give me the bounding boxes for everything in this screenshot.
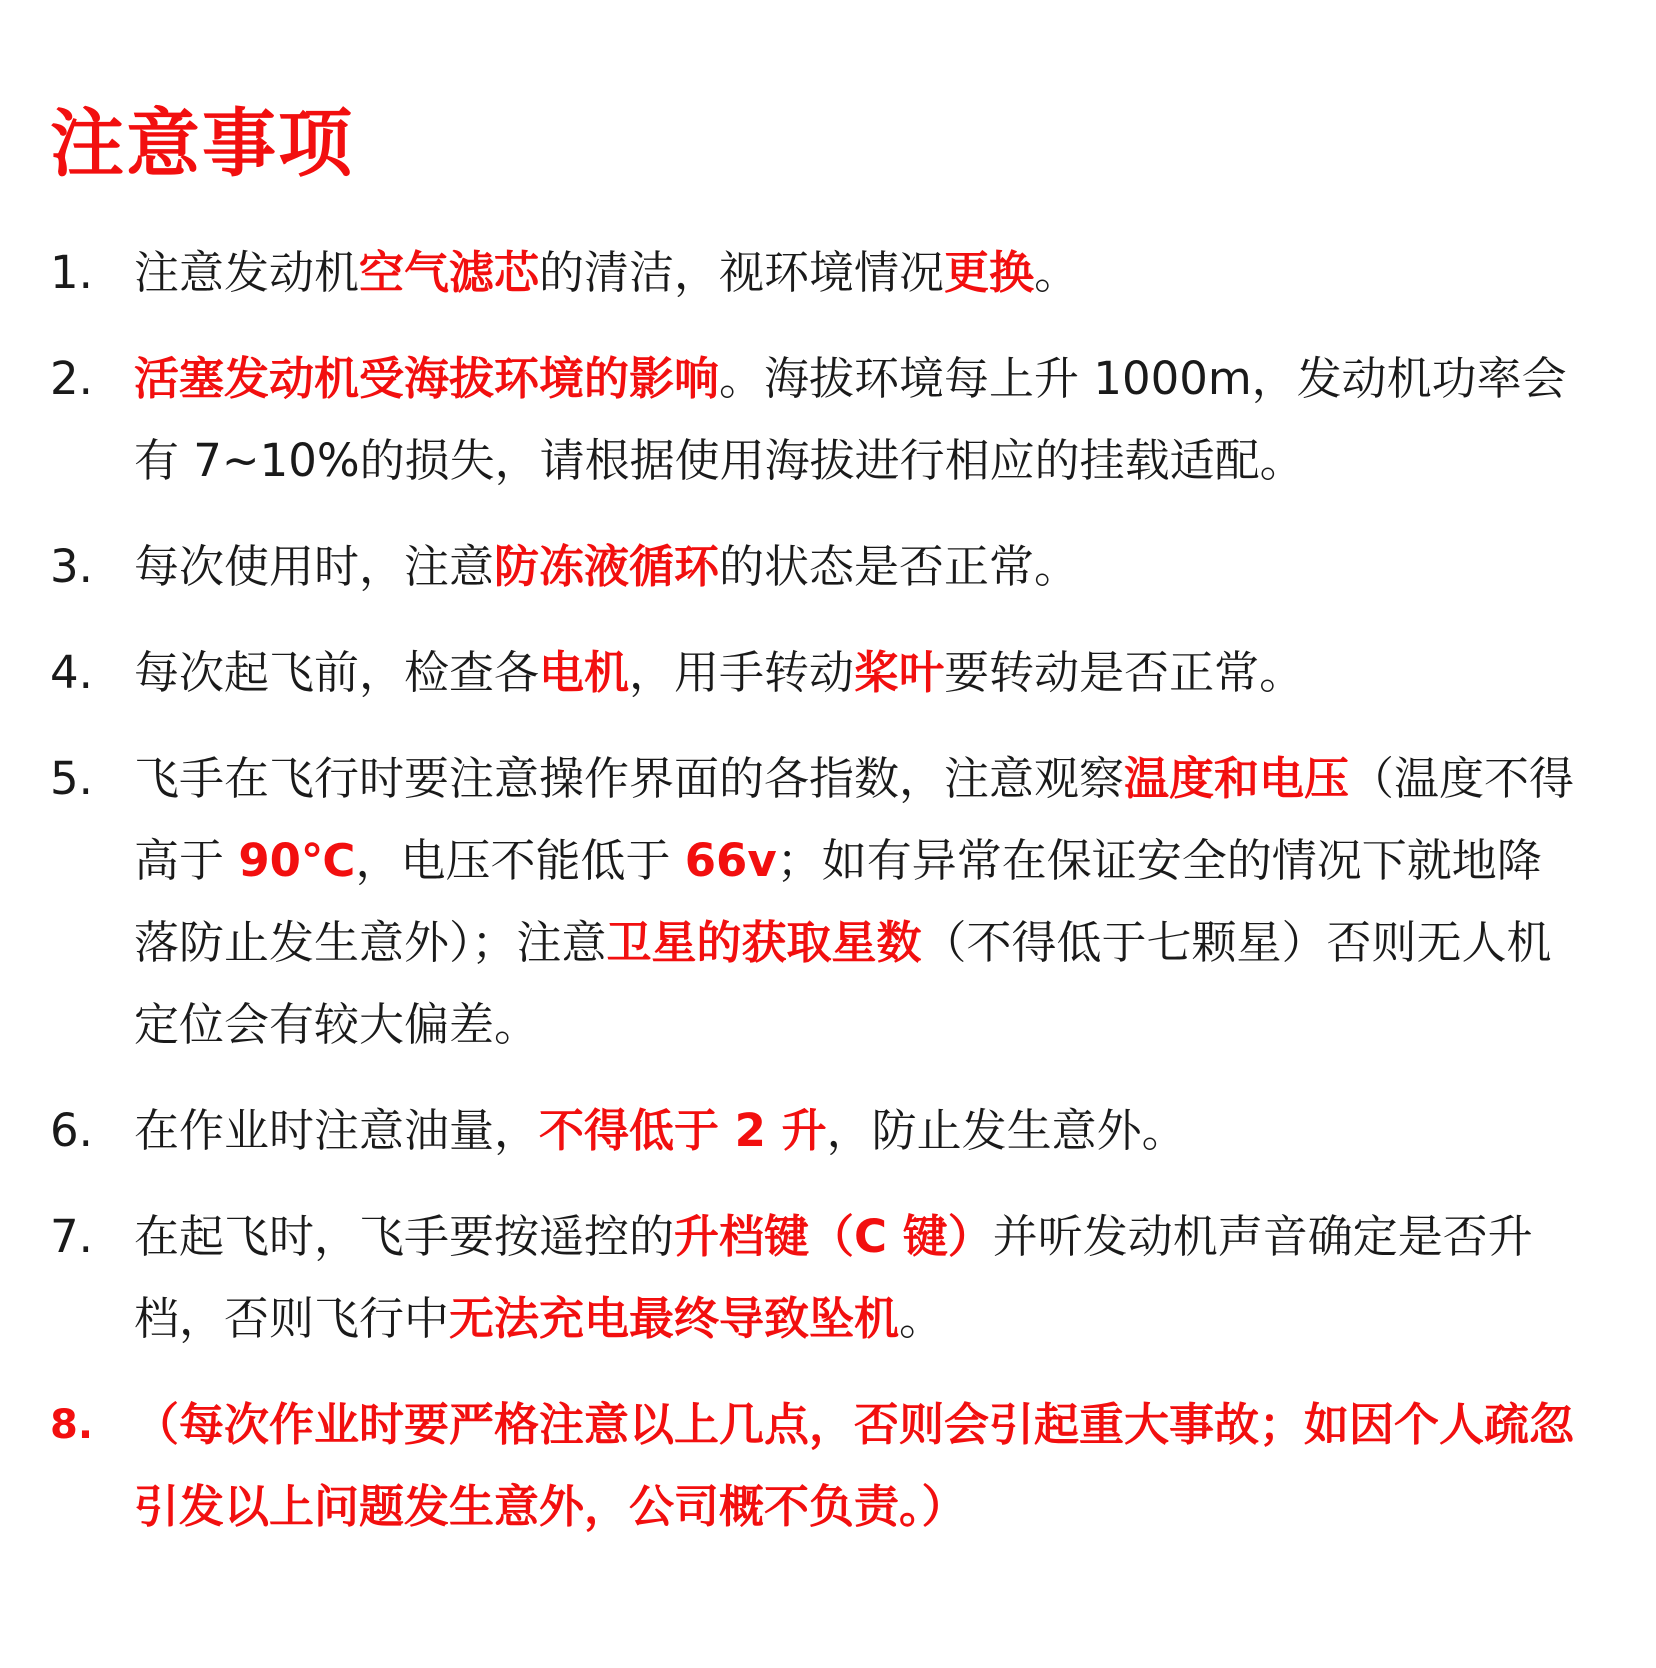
highlighted-text: 桨叶	[854, 646, 945, 699]
highlighted-text: 不得低于 2 升	[539, 1104, 827, 1157]
highlighted-text: 无法充电最终导致坠机	[449, 1292, 900, 1345]
highlighted-text: 空气滤芯	[359, 246, 540, 299]
highlighted-text: 防冻液循环	[494, 540, 720, 593]
note-text-segment: 注意发动机	[134, 246, 360, 299]
note-number: 5.	[50, 752, 93, 805]
warning-note	[50, 1384, 1576, 1548]
note-text-segment: 并听发动机声音确定是否升档，否则飞行中	[134, 1210, 1533, 1345]
highlighted-text: 电机	[539, 646, 630, 699]
note-number: 1.	[50, 246, 93, 299]
highlighted-text: （每次作业时要严格注意以上几点，否则会引起重大事故；如因个人疏忽引发以上问题发生意外，公司概不负责。）	[134, 1398, 1575, 1533]
note-text	[134, 1104, 1187, 1157]
notes-list	[50, 232, 1604, 1548]
note-text-segment: ，用手转动	[629, 646, 855, 699]
page-title: 注意事项	[50, 101, 354, 187]
note-text-segment: 飞手在飞行时要注意操作界面的各指数，注意观察	[134, 752, 1125, 805]
note-number: 3.	[50, 540, 93, 593]
note-item	[50, 338, 1576, 502]
note-item	[50, 738, 1576, 1066]
highlighted-text: 90℃	[238, 834, 356, 887]
note-number: 7.	[50, 1210, 93, 1263]
note-text	[134, 352, 1567, 487]
note-text	[134, 1398, 1574, 1533]
note-text-segment: 的清洁，视环境情况	[539, 246, 945, 299]
note-text-segment: 在作业时注意油量，	[134, 1104, 540, 1157]
note-text-segment: （温度不得高于	[134, 752, 1575, 887]
note-text-segment: 。海拔环境每上升 1000m，发动机功率会有 7~10%的损失，请根据使用海拔进行相应的挂载适配。	[134, 352, 1567, 487]
note-text-segment: （不得低于七颗星）否则无人机定位会有较大偏差。	[134, 916, 1552, 1051]
note-number: 2.	[50, 352, 93, 405]
note-text	[134, 540, 1079, 593]
highlighted-text: 卫星的获取星数	[606, 916, 922, 969]
note-text	[134, 246, 1079, 299]
note-item	[50, 1196, 1576, 1360]
note-item	[50, 1090, 1576, 1172]
note-item	[50, 232, 1576, 314]
note-number: 6.	[50, 1104, 93, 1157]
note-text	[134, 1210, 1533, 1345]
note-text-segment: ，电压不能低于	[355, 834, 685, 887]
note-number: 4.	[50, 646, 93, 699]
highlighted-text: 更换	[944, 246, 1035, 299]
note-item	[50, 632, 1576, 714]
note-text-segment: 的状态是否正常。	[719, 540, 1080, 593]
note-number: 8.	[50, 1402, 94, 1448]
note-text-segment: ；如有异常在保证安全的情况下就地降落防止发生意外）；注意	[134, 834, 1542, 969]
note-text-segment: ，防止发生意外。	[826, 1104, 1187, 1157]
note-text-segment: 在起飞时，飞手要按遥控的	[134, 1210, 675, 1263]
note-text	[134, 646, 1304, 699]
note-item	[50, 526, 1576, 608]
note-text-segment: 要转动是否正常。	[944, 646, 1305, 699]
highlighted-text: 66v	[684, 834, 777, 887]
note-text-segment: 每次起飞前，检查各	[134, 646, 540, 699]
highlighted-text: 升档键（C 键）	[674, 1210, 993, 1263]
note-text-segment: 。	[899, 1292, 945, 1345]
highlighted-text: 温度和电压	[1124, 752, 1350, 805]
highlighted-text: 活塞发动机受海拔环境的影响	[134, 352, 720, 405]
note-text	[134, 752, 1574, 1051]
note-text-segment: 每次使用时，注意	[134, 540, 495, 593]
note-text-segment: 。	[1034, 246, 1080, 299]
